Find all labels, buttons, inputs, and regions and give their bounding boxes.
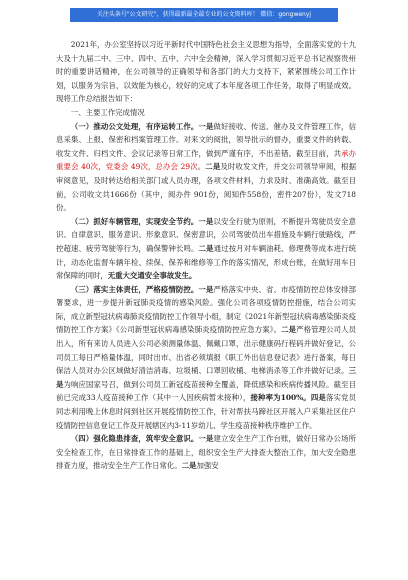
- heading-vehicle-management: （二）抓好车辆管理，实现安全节约。: [70, 216, 199, 226]
- body-text: 落实党员同志利用晚上休息时间到社区开展疫情防控工作，针对帮扶马蹄社区开展入户采集社区住户疫情防控信息登记工作及开展辖区内3-11岁幼儿、学生疫苗接种秩序维护工作。: [56, 393, 356, 430]
- lead-marker: 三是: [56, 366, 356, 389]
- paragraph-epidemic-prevention: [56, 283, 356, 433]
- promo-banner[interactable]: [70, 8, 338, 22]
- lead-marker: 一是: [198, 216, 214, 226]
- body-text: 做好接收、传送、催办及文件管理工作，信息采集、上报、保密和档案管理工作。对来文的阅批，领导批示的督办，重要文件的转载、收发文件、归档文件、会议记录等日常工作，做到严谨有序，不出差错。截至目前，共: [56, 121, 356, 158]
- paragraph-document-processing: [56, 120, 356, 215]
- lead-marker: 二是: [205, 162, 221, 172]
- lead-marker: 二是: [198, 243, 214, 253]
- heading-document-processing: （一）推动公文处理，有序运转工作。: [70, 121, 199, 131]
- lead-marker: 一是: [198, 284, 214, 294]
- document-body: [56, 38, 356, 473]
- body-text: 通过按月对车辆油耗、修理费等成本进行统计，动态化监督车辆年检、续保、保养和维修等工作的落实情况，形成台账，在做好用车日常保障的同时，: [56, 243, 356, 281]
- heading-safety-inspection: （四）强化隐患排查，筑牢安全意识。: [70, 434, 199, 444]
- paragraph-safety-inspection: [56, 432, 356, 473]
- no-accident-highlight: 无重大交通安全事故发生。: [107, 271, 197, 281]
- intro-paragraph: [56, 38, 356, 106]
- body-text: 严格管理公司人员出入，所有来访人员进入公司必须测量体温、佩戴口罩，出示健康码行程码并做好登记，公司员工每日严格量体温，同时出市、出省必须填报《职工外出信息登记表》进行备案，每日保洁人员对办公区域做好清洁消毒、垃圾桶、口罩回收桶、电梯消杀等工作并做好记录。: [56, 325, 356, 376]
- lead-marker: 四是: [310, 393, 326, 403]
- intro-text: 2021年，办公室坚持以习近平新时代中国特色社会主义思想为指导，全面落实党的十九大及十九届二中、三中、四中、五中、六中全会精神，深入学习贯彻习近平总书记视察贵州时的重要讲话精神，在公司领导的正确领导和各部门的大力支持下，紧紧围绕公司工作计划，以服务为宗旨，以效能为核心，较好的完成了本年度各项工作任务，取得了明显成效。现将工作总结报告如下：: [56, 40, 356, 104]
- heading-epidemic-prevention: （三）落实主体责任，严格疫情防控。: [70, 284, 199, 294]
- body-text: 为响应国家号召，做到公司员工新冠疫苗接种全覆盖，降低感染和疾病传播风险。截至目前已完成33人疫苗接种工作（其中一人因疾病暂未接种），: [56, 379, 356, 403]
- body-text: 加强安: [196, 461, 219, 471]
- paragraph-vehicle-management: [56, 215, 356, 283]
- section-heading-main-work: 一、主要工作完成情况: [70, 107, 145, 117]
- lead-marker: 二是: [181, 461, 197, 471]
- body-text: 建立安全生产工作台账，做好日常办公场所安全检查工作，在日常排查工作的基础上，组织安全生产大排查大整治工作，加大安全隐患排查力度，推动安全生产工作日常化。: [56, 434, 356, 471]
- body-text: 严格落实中央、省、市疫情防控总体安排部署要求，进一步提升新冠肺炎疫情的感染风险。强化公司各项疫情防控措施，结合公司实际，成立新型冠状病毒肺炎疫情防控工作领导小组，制定《2021年新型冠状病毒感染肺炎疫情防控工作方案》《公司新型冠状病毒感染肺炎疫情防控应急方案》。: [56, 284, 356, 335]
- vaccination-rate-highlight: 接种率为100%。: [250, 393, 311, 403]
- body-text: 。: [197, 162, 206, 172]
- lead-marker: 一是: [198, 434, 214, 444]
- promo-banner-text: 关注头条号"公文研究"，获得最新最全最专业的公文资料库！ 微信：gongwenyj: [96, 11, 312, 18]
- body-text: 以安全行驶为原则，不断提升驾驶员安全意识、自律意识、服务意识、形象意识、保密意识，公司驾驶员出车措施及车辆行驶路线，严控超速、疲劳驾驶等行为，确保警钟长鸣。: [56, 216, 356, 253]
- lead-marker: 二是: [281, 325, 297, 335]
- lead-marker: 一是: [198, 121, 214, 131]
- body-text: 及时收发文件，并交公司领导审阅，根据审阅意见，及时转达给相关部门或人员办理，各项文件材料，力求及时、准确高效。截至目前，公司收文共1666份（其中，阅办件 901份，阅知件558份，密件207份），发文718份。: [56, 162, 356, 213]
- meeting-count-highlight: 承办重要会 40次，党委会 49次，总办会 29次: [56, 148, 356, 172]
